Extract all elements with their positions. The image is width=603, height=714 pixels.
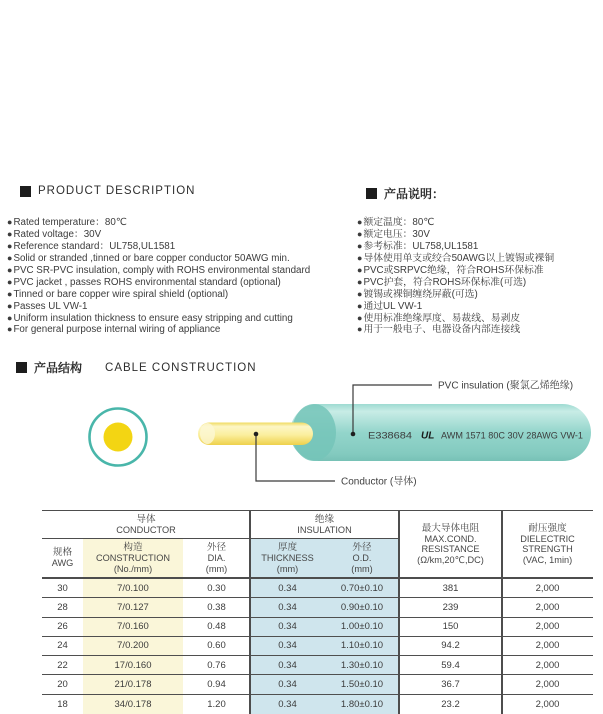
- spec-cell: 22: [57, 659, 68, 671]
- col-header-dielectric: [502, 511, 593, 577]
- col-unit: (Ω/km,20℃,DC): [417, 554, 484, 565]
- bullet-icon: ●: [357, 276, 363, 287]
- group-header-rule: [42, 538, 399, 540]
- spec-cell: 1.20: [207, 698, 226, 710]
- col-en: O.D.: [352, 552, 372, 563]
- group-en: CONDUCTOR: [116, 524, 176, 535]
- spec-cell: 7/0.100: [83, 579, 183, 597]
- spec-cell: 0.34: [250, 579, 325, 597]
- spec-cell: 2,000: [535, 582, 560, 594]
- col-en: DIELECTRIC: [520, 533, 575, 544]
- table-row: [42, 695, 593, 714]
- cable-print-spec: AWM 1571 80C 30V 28AWG VW-1: [441, 430, 583, 442]
- spec-cell: 0.90±0.10: [325, 598, 399, 616]
- col-header-awg: [42, 539, 83, 577]
- list-item-text: 使用标准绝缘厚度、易裁线、易剥皮: [363, 312, 521, 324]
- product-description-list-cn: [357, 217, 603, 336]
- list-item-text: Rated temperature：80℃: [13, 217, 127, 228]
- vertical-rule-3: [501, 510, 503, 714]
- vertical-rule-2: [398, 510, 400, 714]
- col-en: DIA.: [207, 552, 226, 563]
- square-bullet-icon: [366, 188, 377, 199]
- table-row: [42, 637, 593, 656]
- vertical-rule-1: [249, 510, 251, 714]
- product-description-list-en: [7, 217, 359, 336]
- spec-cell: 28: [57, 601, 68, 613]
- spec-cell: 23.2: [441, 698, 460, 710]
- spec-cell: 2,000: [535, 640, 560, 652]
- list-item-text: Solid or stranded ,tinned or bare copper conductor 50AWG min.: [13, 252, 290, 264]
- table-row: [42, 656, 593, 675]
- product-feature-item: [7, 324, 359, 336]
- spec-cell: 0.70±0.10: [325, 579, 399, 597]
- spec-cell: 0.34: [250, 675, 325, 693]
- col-unit: (No./mm): [113, 563, 153, 574]
- col-unit: (mm): [276, 563, 299, 574]
- spec-cell: 24: [57, 640, 68, 652]
- bullet-icon: ●: [357, 240, 363, 251]
- col-unit: (mm): [351, 563, 373, 574]
- table-row: [42, 675, 593, 694]
- conductor-end-cap: [200, 423, 215, 444]
- col-en2: STRENGTH: [522, 544, 573, 555]
- conductor-label: Conductor (导体): [341, 476, 417, 488]
- insulation-label: PVC insulation (聚氯乙烯绝缘): [438, 380, 574, 392]
- conductor-leader-dot: [254, 432, 259, 437]
- spec-cell: 94.2: [441, 640, 460, 652]
- spec-cell: 30: [57, 582, 68, 594]
- bullet-icon: ●: [7, 312, 13, 323]
- list-item-text: 参考标准：UL758,UL1581: [363, 240, 479, 252]
- spec-cell: 26: [57, 621, 68, 633]
- product-feature-item: [357, 313, 603, 325]
- table-top-rule: [42, 510, 593, 511]
- insulation-leader-dot: [351, 432, 356, 437]
- product-feature-item: [7, 277, 359, 289]
- cable-print-cert-number: E338684: [368, 430, 412, 442]
- bullet-icon: ●: [357, 264, 363, 275]
- col-cn: 最大导体电阻: [421, 522, 480, 534]
- bullet-icon: ●: [7, 264, 13, 275]
- list-item-text: PVC护套，符合ROHS环保标准(可选): [363, 276, 527, 288]
- spec-cell: 239: [442, 601, 459, 613]
- spec-cell: 150: [442, 621, 459, 633]
- product-feature-item: [7, 289, 359, 301]
- bullet-icon: ●: [7, 240, 13, 251]
- product-feature-item: [357, 301, 603, 313]
- product-feature-item: [7, 241, 359, 253]
- heading-text-cn: 产品结构: [34, 361, 83, 375]
- bullet-icon: ●: [7, 228, 13, 239]
- spec-cell: 17/0.160: [83, 656, 183, 674]
- table-row: [42, 618, 593, 637]
- list-item-text: 通过UL VW-1: [363, 300, 423, 312]
- table-row: [42, 579, 593, 598]
- spec-cell: 2,000: [535, 678, 560, 690]
- list-item-text: Passes UL VW-1: [13, 300, 88, 312]
- spec-cell: 1.50±0.10: [325, 675, 399, 693]
- list-item-text: 额定温度：80℃: [363, 217, 435, 228]
- heading-text: PRODUCT DESCRIPTION: [38, 185, 196, 197]
- product-feature-item: [7, 313, 359, 325]
- list-item-text: Tinned or bare copper wire spiral shield (optional): [13, 288, 229, 300]
- col-header-construction: [83, 539, 183, 577]
- spec-cell: 2,000: [535, 601, 560, 613]
- product-feature-item: [7, 253, 359, 265]
- bullet-icon: ●: [357, 300, 363, 311]
- group-header-conductor: [42, 511, 250, 538]
- col-en: CONSTRUCTION: [95, 552, 170, 563]
- spec-cell: 1.10±0.10: [325, 637, 399, 655]
- col-en2: RESISTANCE: [421, 544, 480, 555]
- spec-cell: 2,000: [535, 698, 560, 710]
- product-feature-item: [357, 229, 603, 241]
- col-en: AWG: [51, 558, 74, 569]
- heading-text: 产品说明：: [384, 187, 445, 201]
- spec-table-rows: [42, 579, 593, 714]
- table-row: [42, 598, 593, 617]
- col-cn: 外径: [206, 541, 227, 553]
- spec-cell: 7/0.127: [83, 598, 183, 616]
- spec-cell: 0.94: [207, 678, 226, 690]
- col-cn: 规格: [52, 547, 73, 559]
- group-header-insulation: [250, 511, 399, 538]
- spec-cell: 1.00±0.10: [325, 618, 399, 636]
- list-item-text: Uniform insulation thickness to ensure easy stripping and cutting: [13, 312, 293, 324]
- spec-cell: 0.34: [250, 695, 325, 714]
- group-cn: 导体: [136, 513, 156, 525]
- spec-cell: 2,000: [535, 621, 560, 633]
- list-item-text: Reference standard：UL758,UL1581: [13, 240, 176, 252]
- bullet-icon: ●: [357, 228, 363, 239]
- product-feature-item: [357, 324, 603, 336]
- spec-cell: 34/0.178: [83, 695, 183, 714]
- bullet-icon: ●: [7, 300, 13, 311]
- col-cn: 耐压强度: [528, 522, 567, 534]
- col-cn: 厚度: [277, 541, 298, 553]
- header-bottom-rule: [42, 577, 593, 579]
- product-description-heading-cn: [366, 185, 444, 202]
- bullet-icon: ●: [357, 312, 363, 323]
- product-description-heading: [20, 185, 195, 197]
- spec-cell: 20: [57, 678, 68, 690]
- product-feature-item: [7, 229, 359, 241]
- spec-cell: 18: [57, 698, 68, 710]
- spec-cell: 0.30: [207, 582, 226, 594]
- bullet-icon: ●: [7, 252, 13, 263]
- col-cn: 外径: [352, 541, 372, 553]
- col-header-od: [325, 539, 399, 577]
- bullet-icon: ●: [7, 276, 13, 287]
- list-item-text: PVC SR-PVC insulation, comply with ROHS environmental standard: [13, 264, 311, 276]
- heading-text-en: CABLE CONSTRUCTION: [105, 361, 257, 374]
- col-header-dia: [183, 539, 250, 577]
- spec-table: [42, 510, 593, 714]
- product-feature-item: [7, 217, 359, 229]
- spec-cell: 0.34: [250, 637, 325, 655]
- bullet-icon: ●: [7, 324, 13, 335]
- spec-cell: 0.76: [207, 659, 226, 671]
- spec-cell: 0.48: [207, 621, 226, 633]
- product-feature-item: [357, 289, 603, 301]
- bullet-icon: ●: [357, 324, 363, 335]
- group-en: INSULATION: [297, 524, 352, 535]
- product-feature-item: [357, 277, 603, 289]
- col-header-thickness: [250, 539, 325, 577]
- list-item-text: PVC或SRPVC绝缘，符合ROHS环保标准: [363, 264, 544, 276]
- spec-cell: 0.38: [207, 601, 226, 613]
- spec-cell: 0.34: [250, 618, 325, 636]
- product-feature-item: [357, 241, 603, 253]
- product-feature-item: [357, 217, 603, 229]
- ul-recognized-mark-icon: UL: [421, 430, 435, 442]
- spec-cell: 0.60: [207, 640, 226, 652]
- list-item-text: For general purpose internal wiring of appliance: [13, 324, 221, 336]
- col-header-resistance: [399, 511, 502, 577]
- spec-cell: 0.34: [250, 598, 325, 616]
- spec-cell: 59.4: [441, 659, 460, 671]
- square-bullet-icon: [20, 186, 31, 197]
- spec-cell: 381: [442, 582, 459, 594]
- cross-section-conductor-core: [104, 423, 133, 452]
- spec-cell: 1.30±0.10: [325, 656, 399, 674]
- bullet-icon: ●: [357, 252, 363, 263]
- product-feature-item: [357, 253, 603, 265]
- spec-cell: 0.34: [250, 656, 325, 674]
- cable-construction-diagram: [0, 372, 603, 502]
- bullet-icon: ●: [7, 288, 13, 299]
- list-item-text: PVC jacket , passes ROHS environmental standard (optional): [13, 276, 281, 288]
- col-unit: (VAC, 1min): [522, 554, 573, 565]
- spec-cell: 7/0.200: [83, 637, 183, 655]
- list-item-text: 导体使用单支或绞合50AWG以上镀锡或裸铜: [363, 252, 555, 264]
- col-en: MAX.COND.: [424, 533, 477, 544]
- col-en: THICKNESS: [261, 552, 314, 563]
- bullet-icon: ●: [357, 217, 363, 227]
- spec-cell: 7/0.160: [83, 618, 183, 636]
- list-item-text: 用于一般电子、电器设备内部连接线: [363, 324, 521, 336]
- bullet-icon: ●: [7, 217, 13, 227]
- col-cn: 构造: [123, 541, 143, 553]
- spec-cell: 36.7: [441, 678, 460, 690]
- group-cn: 绝缘: [314, 513, 335, 525]
- product-feature-item: [7, 301, 359, 313]
- col-unit: (mm): [205, 563, 228, 574]
- bullet-icon: ●: [357, 288, 363, 299]
- list-item-text: 额定电压：30V: [363, 228, 430, 240]
- spec-cell: 2,000: [535, 659, 560, 671]
- list-item-text: 镀锡或裸铜缠绕屏蔽(可选): [363, 288, 478, 300]
- list-item-text: Rated voltage：30V: [13, 228, 102, 240]
- product-feature-item: [357, 265, 603, 277]
- product-feature-item: [7, 265, 359, 277]
- spec-cell: 21/0.178: [83, 675, 183, 693]
- spec-cell: 1.80±0.10: [325, 695, 399, 714]
